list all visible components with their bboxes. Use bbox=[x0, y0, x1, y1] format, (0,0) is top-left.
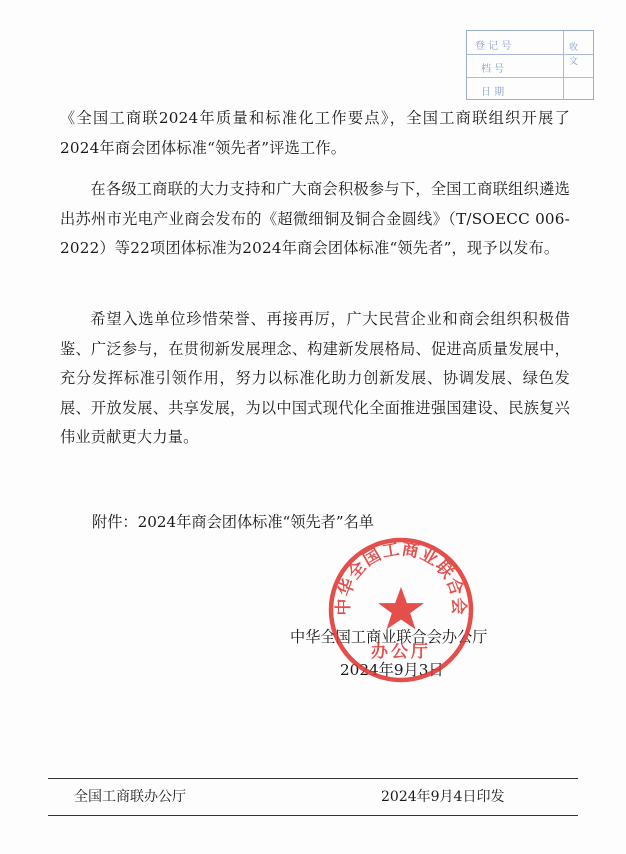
seal-star-icon bbox=[378, 587, 424, 629]
signature-date: 2024年9月3日 bbox=[340, 661, 444, 679]
footer-divider-top bbox=[48, 778, 578, 779]
footer-print-date: 2024年9月4日印发 bbox=[381, 789, 505, 805]
footer-issuer: 全国工商联办公厅 bbox=[74, 789, 186, 805]
stamp-cell: 档 号 bbox=[481, 64, 505, 75]
signature-organization: 中华全国工商业联合会办公厅 bbox=[290, 628, 488, 646]
body-paragraph-3: 希望入选单位珍惜荣誉、再接再厉，广大民营企业和商会组织积极借鉴、广泛参与，在贯彻新发展理念、构建新发展格局、促进高质量发展中，充分发挥标准引领作用，努力以标准化助力创新发展、协调发展、绿色发展、开放发展、共享发展，为以中国式现代化全面推进强国建设、民族复兴伟业贡献更大力量。 bbox=[60, 310, 570, 446]
stamp-cell: 日 期 bbox=[481, 87, 505, 98]
footer-divider-bottom bbox=[48, 815, 578, 816]
seal-bottom-text: 办公厅 bbox=[371, 642, 431, 662]
body-paragraph-2: 在各级工商联的大力支持和广大商会积极参与下，全国工商联组织遴选出苏州市光电产业商会发布的《超微细铜及铜合金圆线》（T/SOECC 006-2022）等22项团体标准为2024年商会团体标准“领先者”，现予以发布。 bbox=[60, 180, 570, 257]
stamp-cell: 收 文 bbox=[569, 43, 579, 67]
seal-arc-text: 中华全国工商业联合会 bbox=[333, 539, 469, 616]
body-paragraph-1: 《全国工商联2024年质量和标准化工作要点》，全国工商联组织开展了2024年商会团体标准“领先者”评选工作。 bbox=[60, 109, 570, 157]
attachment-line: 附件：2024年商会团体标准“领先者”名单 bbox=[92, 513, 374, 531]
receipt-stamp bbox=[466, 30, 594, 100]
stamp-cell: 登 记 号 bbox=[475, 41, 512, 52]
official-seal bbox=[326, 535, 476, 685]
